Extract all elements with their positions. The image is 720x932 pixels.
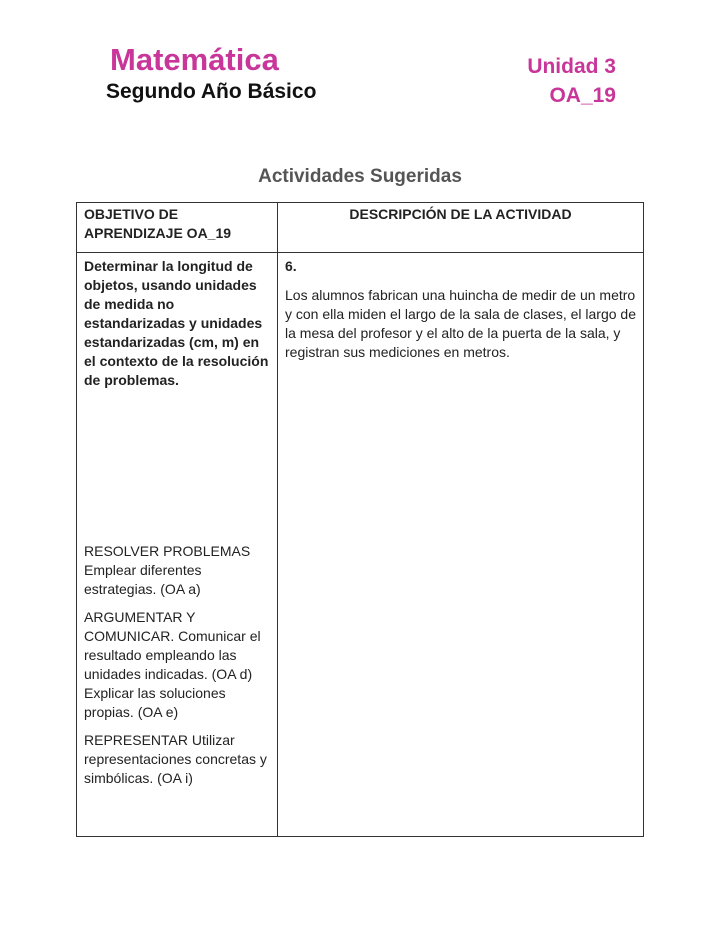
skills-list (84, 542, 270, 788)
description-cell (278, 253, 644, 837)
section-title: Actividades Sugeridas (258, 166, 462, 187)
skill-item: ARGUMENTAR Y COMUNICAR. Comunicar el resultado empleando las unidades indicadas. (OA d) Explicar las soluciones propias. (OA e) (84, 609, 261, 720)
table-row (77, 253, 644, 837)
col-objective-header: OBJETIVO DE APRENDIZAJE OA_19 (77, 203, 278, 253)
activity-number: 6. (285, 258, 297, 274)
col-description-header: DESCRIPCIÓN DE LA ACTIVIDAD (278, 203, 644, 253)
unit-block (527, 52, 616, 110)
objective-cell (77, 253, 278, 837)
skill-item: RESOLVER PROBLEMAS Emplear diferentes estrategias. (OA a) (84, 543, 251, 597)
skill-item: REPRESENTAR Utilizar representaciones concretas y simbólicas. (OA i) (84, 732, 267, 786)
objective-code: OA_19 (549, 84, 616, 107)
unit-label: Unidad 3 (527, 55, 616, 78)
grade-title: Segundo Año Básico (106, 80, 317, 103)
activities-table (76, 202, 644, 837)
subject-title: Matemática (110, 42, 279, 77)
objective-text: Determinar la longitud de objetos, usando unidades de medida no estandarizadas y unidades estandarizadas (cm, m) en el contexto de la resolución de problemas. (84, 258, 269, 388)
activity-description: Los alumnos fabrican una huincha de medir de un metro y con ella miden el largo de la sala de clases, el largo de la mesa del profesor y el alto de la puerta de la sala, y registran sus mediciones en metros. (285, 287, 636, 360)
table-header-row (77, 203, 644, 253)
